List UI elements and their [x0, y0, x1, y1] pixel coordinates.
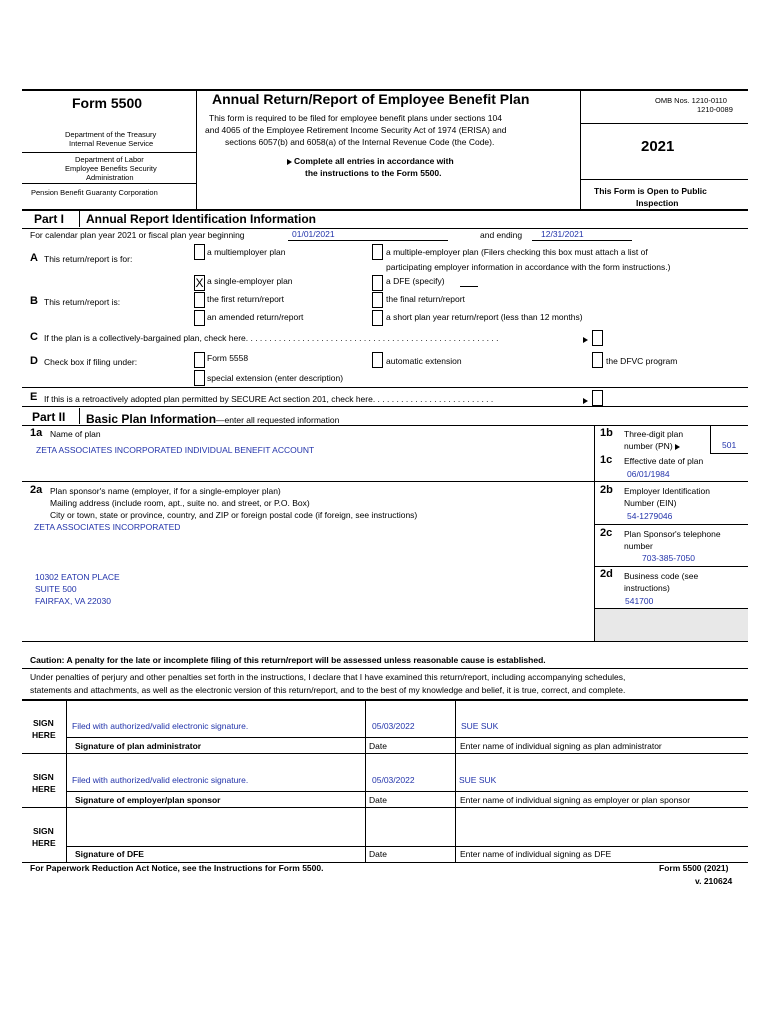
- line-1a-num: 1a: [30, 427, 43, 439]
- footer-form-year: Form 5500 (2021): [659, 863, 729, 873]
- line-2c-num: 2c: [600, 527, 613, 539]
- ending-label: and ending: [480, 230, 523, 240]
- single-employer-label: a single-employer plan: [207, 276, 293, 286]
- dfe-label: a DFE (specify): [386, 276, 445, 286]
- line-1b-label-1: Three-digit plan: [624, 429, 684, 439]
- form5558-label: Form 5558: [207, 353, 249, 363]
- plan-year-begin[interactable]: 01/01/2021: [292, 229, 335, 239]
- dfe-date-label: Date: [369, 849, 387, 859]
- line-e-label: If this is a retroactively adopted plan permitted by SECURE Act section 201, check here. . . . . . . . . . . . . . . . . . . . . . . . . .: [44, 394, 494, 404]
- sponsor-address-2[interactable]: SUITE 500: [35, 584, 77, 594]
- first-return-checkbox[interactable]: [194, 292, 205, 308]
- auto-extension-checkbox[interactable]: [372, 352, 383, 368]
- line-a-label: This return/report is for:: [44, 254, 133, 264]
- line-c-letter: C: [30, 331, 38, 343]
- amended-return-label: an amended return/report: [207, 312, 304, 322]
- sponsor-name-label: Enter name of individual signing as employer or plan sponsor: [460, 795, 691, 805]
- line-d-label: Check box if filing under:: [44, 357, 138, 367]
- ebsa-line1: Employee Benefits Security: [65, 164, 157, 173]
- irs: Internal Revenue Service: [69, 139, 154, 148]
- line-2b-num: 2b: [600, 484, 613, 496]
- part2-subtitle: —enter all requested information: [216, 415, 340, 425]
- line-1b-num: 1b: [600, 427, 613, 439]
- dfvc-label: the DFVC program: [606, 356, 678, 366]
- line-2c-label-1: Plan Sponsor's telephone: [624, 529, 721, 539]
- admin-signature-label: Signature of plan administrator: [75, 741, 202, 751]
- line-2a-num: 2a: [30, 484, 43, 496]
- part1-title: Annual Report Identification Information: [86, 212, 316, 226]
- omb-number-1: OMB Nos. 1210-0110: [655, 96, 727, 105]
- effective-date[interactable]: 06/01/1984: [627, 469, 670, 479]
- sign-here-1b: HERE: [32, 730, 56, 740]
- final-return-checkbox[interactable]: [372, 292, 383, 308]
- dfvc-checkbox[interactable]: [592, 352, 603, 368]
- ebsa-line2: Administration: [86, 173, 134, 182]
- line-2a-label-2: Mailing address (include room, apt., suite no. and street, or P.O. Box): [50, 498, 310, 508]
- line-2d-num: 2d: [600, 568, 613, 580]
- calendar-year-label: For calendar plan year 2021 or fiscal plan year beginning: [30, 230, 245, 240]
- form5558-checkbox[interactable]: [194, 352, 205, 368]
- line-a-letter: A: [30, 252, 38, 264]
- line-b-letter: B: [30, 295, 38, 307]
- sponsor-phone[interactable]: 703-385-7050: [642, 553, 695, 563]
- form-label: Form 5500: [72, 95, 143, 111]
- dept-treasury: Department of the Treasury: [65, 130, 157, 139]
- multiple-employer-label-1: a multiple-employer plan (Filers checking this box must attach a list of: [386, 247, 648, 257]
- sign-here-2b: HERE: [32, 784, 56, 794]
- sponsor-signer-name[interactable]: SUE SUK: [459, 775, 497, 785]
- public-inspection-2: Inspection: [636, 198, 679, 208]
- arrow-right-icon: [583, 398, 588, 404]
- sponsor-address-1[interactable]: 10302 EATON PLACE: [35, 572, 120, 582]
- pbgc: Pension Benefit Guaranty Corporation: [31, 188, 158, 197]
- arrow-right-icon: [583, 337, 588, 343]
- special-extension-checkbox[interactable]: [194, 370, 205, 386]
- part2-title: Basic Plan Information: [86, 412, 217, 426]
- line-2b-label-2: Number (EIN): [624, 498, 677, 508]
- line-c-label: If the plan is a collectively-bargained plan, check here. . . . . . . . . . . . . . . . . . . . . . . . . . . . . . . . . . . . . . . . . . . . . . . . . . . . . .: [44, 333, 499, 343]
- sponsor-signature[interactable]: Filed with authorized/valid electronic signature.: [72, 775, 249, 785]
- form-desc-2: and 4065 of the Employee Retirement Income Security Act of 1974 (ERISA) and: [205, 125, 507, 135]
- part2-label: Part II: [32, 410, 66, 424]
- auto-extension-label: automatic extension: [386, 356, 462, 366]
- sponsor-sign-date[interactable]: 05/03/2022: [372, 775, 415, 785]
- admin-name-label: Enter name of individual signing as plan administrator: [460, 741, 662, 751]
- sponsor-address-3[interactable]: FAIRFAX, VA 22030: [35, 596, 111, 606]
- multiemployer-label: a multiemployer plan: [207, 247, 286, 257]
- paperwork-notice: For Paperwork Reduction Act Notice, see the Instructions for Form 5500.: [30, 863, 324, 873]
- collectively-bargained-checkbox[interactable]: [592, 330, 603, 346]
- sign-here-1a: SIGN: [33, 718, 54, 728]
- line-1b-label-2: number (PN): [624, 441, 673, 451]
- sponsor-name[interactable]: ZETA ASSOCIATES INCORPORATED: [34, 522, 181, 532]
- sponsor-date-label: Date: [369, 795, 387, 805]
- form-desc-1: This form is required to be filed for employee benefit plans under sections 104: [209, 113, 502, 123]
- line-2a-label-1: Plan sponsor's name (employer, if for a single-employer plan): [50, 486, 281, 496]
- perjury-text-2: statements and attachments, as well as the electronic version of this return/report, and to the best of my knowledge and belief, it is true, correct, and complete.: [30, 685, 626, 695]
- multiple-employer-checkbox[interactable]: [372, 244, 383, 260]
- special-extension-label: special extension (enter description): [207, 373, 344, 383]
- complete-note-1: Complete all entries in accordance with: [294, 156, 454, 166]
- sponsor-signature-label: Signature of employer/plan sponsor: [75, 795, 221, 805]
- secure-act-checkbox[interactable]: [592, 390, 603, 406]
- sign-here-3b: HERE: [32, 838, 56, 848]
- line-2c-label-2: number: [624, 541, 653, 551]
- plan-year-end[interactable]: 12/31/2021: [541, 229, 584, 239]
- dfe-checkbox[interactable]: [372, 275, 383, 291]
- admin-date-label: Date: [369, 741, 387, 751]
- short-year-checkbox[interactable]: [372, 310, 383, 326]
- dept-labor: Department of Labor: [75, 155, 144, 164]
- line-2d-label-1: Business code (see: [624, 571, 699, 581]
- first-return-label: the first return/report: [207, 294, 285, 304]
- part1-label: Part I: [34, 212, 65, 226]
- line-1c-label: Effective date of plan: [624, 456, 704, 466]
- admin-sign-date[interactable]: 05/03/2022: [372, 721, 415, 731]
- admin-name[interactable]: SUE SUK: [461, 721, 499, 731]
- form-title: Annual Return/Report of Employee Benefit Plan: [212, 91, 530, 107]
- arrow-right-icon: [287, 159, 292, 165]
- tax-year: 2021: [641, 138, 675, 155]
- dfe-name-label: Enter name of individual signing as DFE: [460, 849, 612, 859]
- line-2b-label-1: Employer Identification: [624, 486, 710, 496]
- line-b-label: This return/report is:: [44, 297, 121, 307]
- line-e-letter: E: [30, 391, 38, 403]
- ein[interactable]: 54-1279046: [627, 511, 673, 521]
- sign-here-3a: SIGN: [33, 826, 54, 836]
- arrow-right-icon: [675, 444, 680, 450]
- public-inspection-1: This Form is Open to Public: [594, 186, 707, 196]
- amended-return-checkbox[interactable]: [194, 310, 205, 326]
- plan-name[interactable]: ZETA ASSOCIATES INCORPORATED INDIVIDUAL BENEFIT ACCOUNT: [36, 445, 315, 455]
- single-employer-checkbox[interactable]: X: [195, 276, 204, 290]
- caution-text: Caution: A penalty for the late or incomplete filing of this return/report will be assessed unless reasonable cause is established.: [30, 655, 546, 665]
- omb-number-2: 1210-0089: [697, 105, 733, 114]
- footer-version: v. 210624: [695, 876, 733, 886]
- line-1c-num: 1c: [600, 454, 613, 466]
- line-1a-label: Name of plan: [50, 429, 101, 439]
- perjury-text-1: Under penalties of perjury and other penalties set forth in the instructions, I declare that I have examined this return/report, including accompanying schedules,: [30, 672, 626, 682]
- line-d-letter: D: [30, 355, 38, 367]
- plan-number[interactable]: 501: [722, 440, 737, 450]
- final-return-label: the final return/report: [386, 294, 465, 304]
- admin-signature[interactable]: Filed with authorized/valid electronic signature.: [72, 721, 249, 731]
- multiple-employer-label-2: participating employer information in accordance with the form instructions.): [386, 262, 671, 272]
- business-code[interactable]: 541700: [625, 596, 654, 606]
- line-2d-label-2: instructions): [624, 583, 670, 593]
- line-2a-label-3: City or town, state or province, country, and ZIP or foreign postal code (if foreign, see instructions): [50, 510, 418, 520]
- short-year-label: a short plan year return/report (less than 12 months): [386, 312, 583, 322]
- sign-here-2a: SIGN: [33, 772, 54, 782]
- complete-note-2: the instructions to the Form 5500.: [305, 168, 442, 178]
- dfe-signature-label: Signature of DFE: [75, 849, 144, 859]
- multiemployer-checkbox[interactable]: [194, 244, 205, 260]
- form-desc-3: sections 6057(b) and 6058(a) of the Internal Revenue Code (the Code).: [225, 137, 495, 147]
